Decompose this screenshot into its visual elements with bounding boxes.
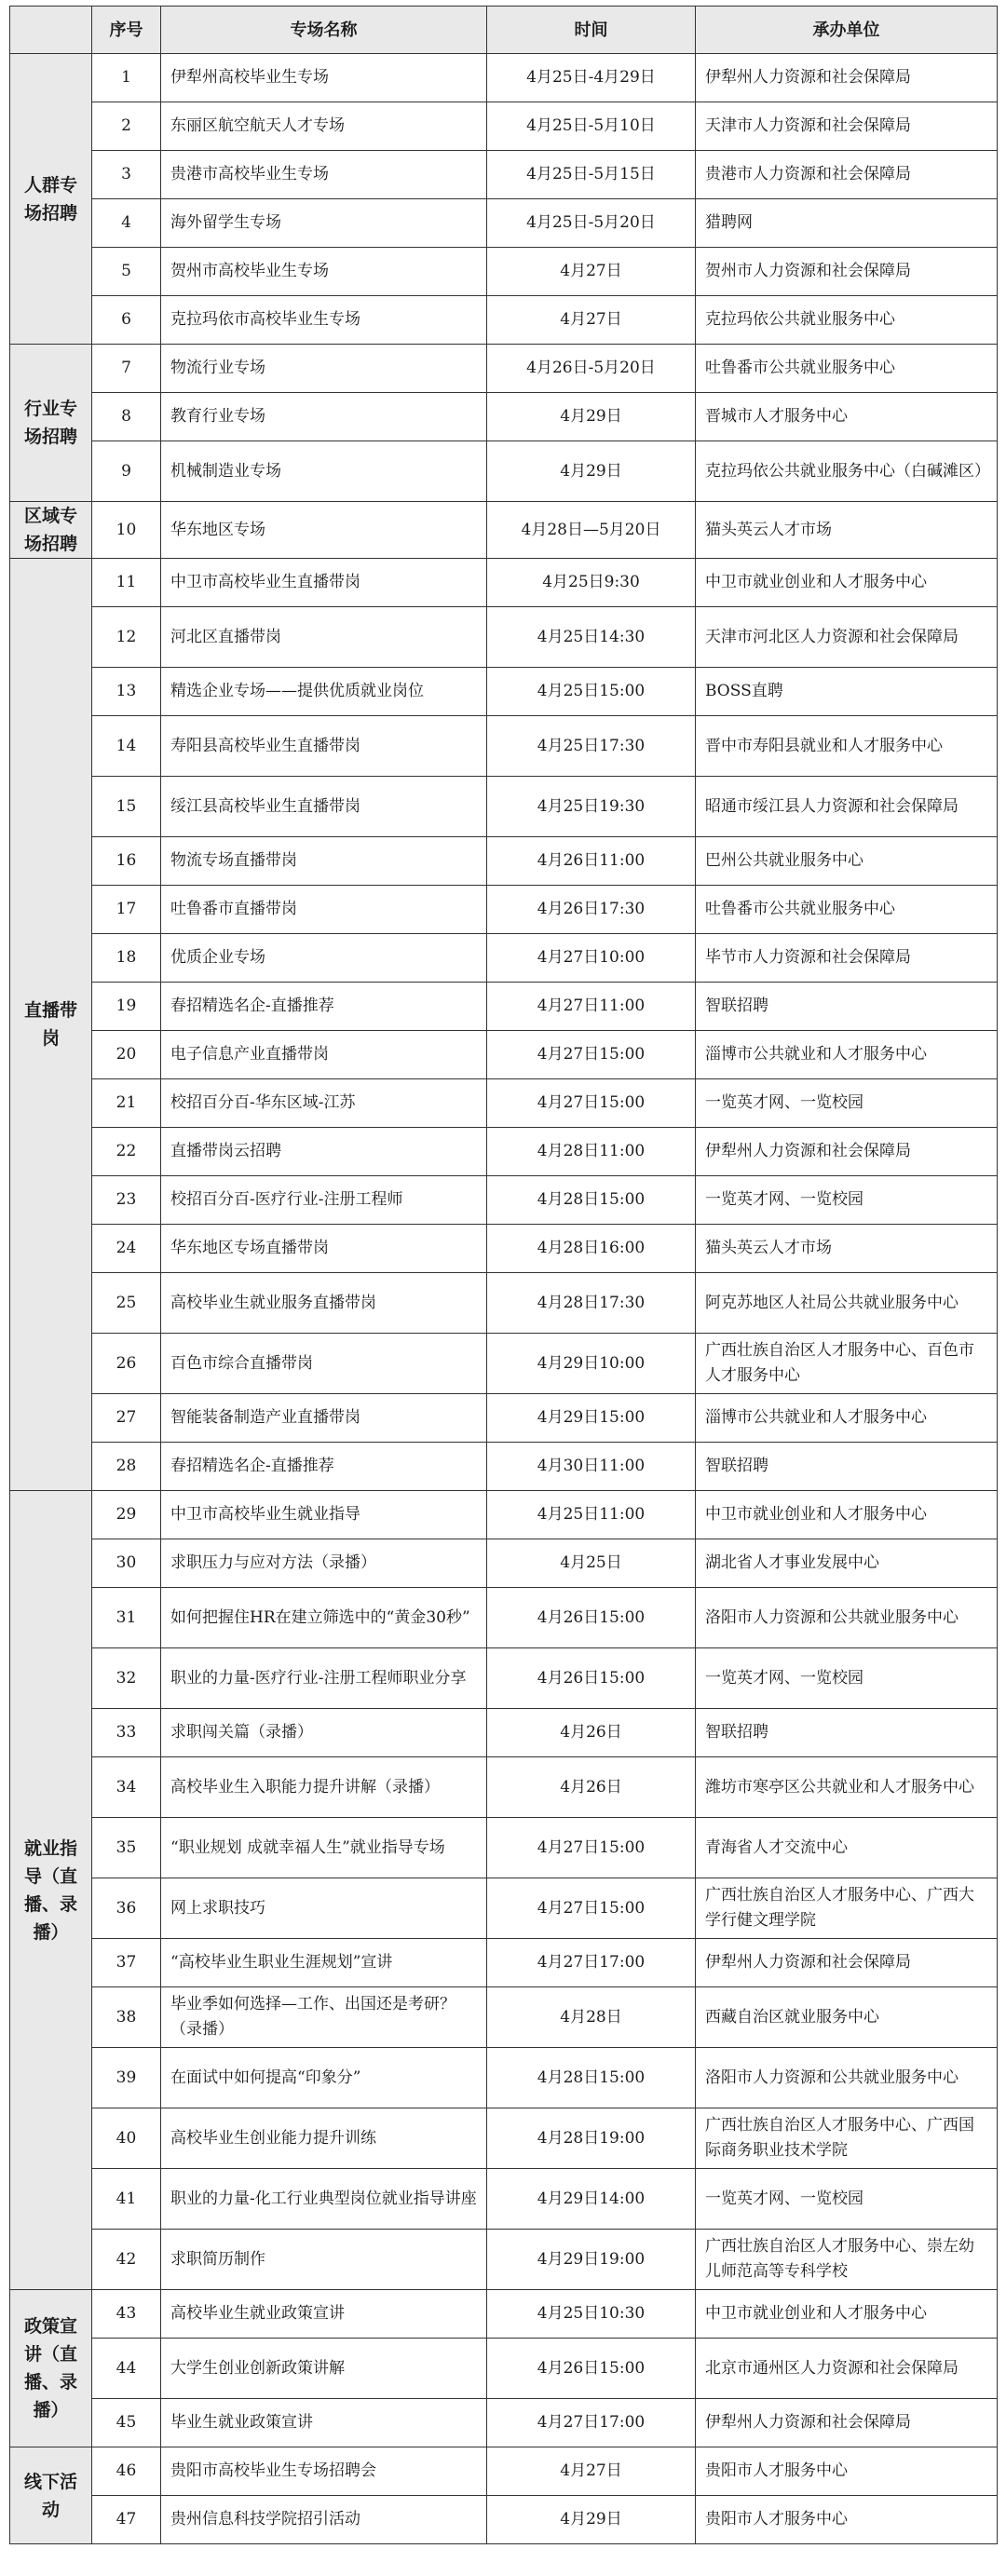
category-cell: 线下活动 (10, 2447, 92, 2544)
row-number: 47 (92, 2496, 161, 2544)
session-name: 华东地区专场 (161, 502, 487, 559)
table-row (10, 1128, 998, 1176)
category-cell: 直播带岗 (10, 559, 92, 1491)
session-time: 4月27日15:00 (487, 1878, 696, 1939)
table-row (10, 2399, 998, 2447)
category-cell: 区域专场招聘 (10, 502, 92, 559)
organizer: 智联招聘 (696, 983, 998, 1031)
session-time: 4月28日15:00 (487, 2048, 696, 2108)
category-cell: 就业指导（直播、录播） (10, 1491, 92, 2290)
organizer: 潍坊市寒亭区公共就业和人才服务中心 (696, 1757, 998, 1818)
session-name: 高校毕业生入职能力提升讲解（录播） (161, 1757, 487, 1818)
row-number: 14 (92, 716, 161, 777)
table-row (10, 934, 998, 983)
header-time: 时间 (487, 7, 696, 54)
row-number: 39 (92, 2048, 161, 2108)
row-number: 3 (92, 151, 161, 199)
row-number: 27 (92, 1394, 161, 1443)
organizer: 西藏自治区就业服务中心 (696, 1987, 998, 2048)
organizer: 一览英才网、一览校园 (696, 1176, 998, 1225)
table-row (10, 1334, 998, 1394)
organizer: 北京市通州区人力资源和社会保障局 (696, 2339, 998, 2399)
row-number: 23 (92, 1176, 161, 1225)
organizer: 克拉玛依公共就业服务中心（白碱滩区） (696, 441, 998, 502)
organizer: 天津市人力资源和社会保障局 (696, 102, 998, 151)
row-number: 20 (92, 1031, 161, 1079)
table-row (10, 607, 998, 668)
organizer: 巴州公共就业服务中心 (696, 837, 998, 886)
session-time: 4月27日 (487, 248, 696, 296)
organizer: 阿克苏地区人社局公共就业服务中心 (696, 1273, 998, 1334)
organizer: 中卫市就业创业和人才服务中心 (696, 1491, 998, 1539)
row-number: 12 (92, 607, 161, 668)
row-number: 45 (92, 2399, 161, 2447)
session-time: 4月25日15:00 (487, 668, 696, 716)
table-row (10, 2339, 998, 2399)
organizer: 伊犁州人力资源和社会保障局 (696, 2399, 998, 2447)
organizer: 广西壮族自治区人才服务中心、广西国际商务职业技术学院 (696, 2108, 998, 2169)
header-org: 承办单位 (696, 7, 998, 54)
session-name: 东丽区航空航天人才专场 (161, 102, 487, 151)
organizer: 洛阳市人力资源和公共就业服务中心 (696, 2048, 998, 2108)
organizer: 青海省人才交流中心 (696, 1818, 998, 1878)
organizer: 伊犁州人力资源和社会保障局 (696, 1939, 998, 1987)
table-row (10, 441, 998, 502)
session-name: 大学生创业创新政策讲解 (161, 2339, 487, 2399)
organizer: 毕节市人力资源和社会保障局 (696, 934, 998, 983)
organizer: 广西壮族自治区人才服务中心、崇左幼儿师范高等专科学校 (696, 2230, 998, 2290)
session-time: 4月28日 (487, 1987, 696, 2048)
table-row (10, 983, 998, 1031)
session-time: 4月25日17:30 (487, 716, 696, 777)
session-time: 4月26日15:00 (487, 2339, 696, 2399)
row-number: 6 (92, 296, 161, 345)
session-time: 4月25日11:00 (487, 1491, 696, 1539)
row-number: 5 (92, 248, 161, 296)
job-fair-schedule-table (9, 6, 998, 2544)
session-name: 教育行业专场 (161, 393, 487, 441)
table-row (10, 1818, 998, 1878)
session-time: 4月29日19:00 (487, 2230, 696, 2290)
session-name: 贺州市高校毕业生专场 (161, 248, 487, 296)
organizer: 贵阳市人才服务中心 (696, 2447, 998, 2496)
row-number: 18 (92, 934, 161, 983)
category-cell: 人群专场招聘 (10, 54, 92, 345)
session-name: 毕业生就业政策宣讲 (161, 2399, 487, 2447)
table-row (10, 1443, 998, 1491)
session-time: 4月27日17:00 (487, 2399, 696, 2447)
session-time: 4月30日11:00 (487, 1443, 696, 1491)
session-name: 贵阳市高校毕业生专场招聘会 (161, 2447, 487, 2496)
row-number: 32 (92, 1648, 161, 1709)
session-name: 求职简历制作 (161, 2230, 487, 2290)
session-time: 4月25日 (487, 1539, 696, 1588)
session-name: 中卫市高校毕业生直播带岗 (161, 559, 487, 607)
session-time: 4月25日-5月10日 (487, 102, 696, 151)
row-number: 40 (92, 2108, 161, 2169)
row-number: 11 (92, 559, 161, 607)
organizer: 伊犁州人力资源和社会保障局 (696, 54, 998, 102)
session-time: 4月26日15:00 (487, 1588, 696, 1648)
table-row (10, 2108, 998, 2169)
organizer: 中卫市就业创业和人才服务中心 (696, 2290, 998, 2339)
session-name: 在面试中如何提高“印象分” (161, 2048, 487, 2108)
table-row (10, 2290, 998, 2339)
session-time: 4月26日11:00 (487, 837, 696, 886)
session-name: 寿阳县高校毕业生直播带岗 (161, 716, 487, 777)
session-name: 百色市综合直播带岗 (161, 1334, 487, 1394)
organizer: 智联招聘 (696, 1709, 998, 1757)
organizer: 天津市河北区人力资源和社会保障局 (696, 607, 998, 668)
row-number: 36 (92, 1878, 161, 1939)
table-row (10, 1987, 998, 2048)
session-time: 4月26日17:30 (487, 886, 696, 934)
row-number: 33 (92, 1709, 161, 1757)
session-time: 4月26日-5月20日 (487, 345, 696, 393)
table-row (10, 1757, 998, 1818)
organizer: 中卫市就业创业和人才服务中心 (696, 559, 998, 607)
organizer: BOSS直聘 (696, 668, 998, 716)
table-row (10, 2169, 998, 2230)
session-time: 4月27日15:00 (487, 1818, 696, 1878)
table-row (10, 151, 998, 199)
table-row (10, 559, 998, 607)
session-name: “高校毕业生职业生涯规划”宣讲 (161, 1939, 487, 1987)
header-row (10, 7, 998, 54)
session-time: 4月28日16:00 (487, 1225, 696, 1273)
session-name: 吐鲁番市直播带岗 (161, 886, 487, 934)
session-name: 绥江县高校毕业生直播带岗 (161, 777, 487, 837)
row-number: 30 (92, 1539, 161, 1588)
session-time: 4月26日15:00 (487, 1648, 696, 1709)
session-time: 4月29日 (487, 2496, 696, 2544)
session-time: 4月28日15:00 (487, 1176, 696, 1225)
table-row (10, 1648, 998, 1709)
row-number: 16 (92, 837, 161, 886)
header-no: 序号 (92, 7, 161, 54)
organizer: 洛阳市人力资源和公共就业服务中心 (696, 1588, 998, 1648)
table-row (10, 1394, 998, 1443)
table-row (10, 54, 998, 102)
session-name: 克拉玛依市高校毕业生专场 (161, 296, 487, 345)
table-row (10, 1273, 998, 1334)
session-time: 4月25日19:30 (487, 777, 696, 837)
session-name: 校招百分百-医疗行业-注册工程师 (161, 1176, 487, 1225)
table-row (10, 1031, 998, 1079)
row-number: 35 (92, 1818, 161, 1878)
session-name: 春招精选名企-直播推荐 (161, 1443, 487, 1491)
table-row (10, 1588, 998, 1648)
row-number: 29 (92, 1491, 161, 1539)
row-number: 31 (92, 1588, 161, 1648)
row-number: 46 (92, 2447, 161, 2496)
organizer: 吐鲁番市公共就业服务中心 (696, 886, 998, 934)
row-number: 24 (92, 1225, 161, 1273)
session-time: 4月28日—5月20日 (487, 502, 696, 559)
header-category-cell (10, 7, 92, 54)
session-name: 海外留学生专场 (161, 199, 487, 248)
session-time: 4月27日15:00 (487, 1079, 696, 1128)
session-time: 4月29日 (487, 393, 696, 441)
table-row (10, 1176, 998, 1225)
table-row (10, 1878, 998, 1939)
row-number: 15 (92, 777, 161, 837)
session-time: 4月27日15:00 (487, 1031, 696, 1079)
table-row (10, 1939, 998, 1987)
organizer: 一览英才网、一览校园 (696, 2169, 998, 2230)
session-time: 4月29日15:00 (487, 1394, 696, 1443)
session-time: 4月28日19:00 (487, 2108, 696, 2169)
organizer: 贺州市人力资源和社会保障局 (696, 248, 998, 296)
session-time: 4月28日11:00 (487, 1128, 696, 1176)
session-time: 4月25日14:30 (487, 607, 696, 668)
session-time: 4月27日11:00 (487, 983, 696, 1031)
table-row (10, 777, 998, 837)
organizer: 伊犁州人力资源和社会保障局 (696, 1128, 998, 1176)
organizer: 晋城市人才服务中心 (696, 393, 998, 441)
organizer: 淄博市公共就业和人才服务中心 (696, 1031, 998, 1079)
row-number: 44 (92, 2339, 161, 2399)
table-row (10, 248, 998, 296)
organizer: 克拉玛依公共就业服务中心 (696, 296, 998, 345)
category-cell: 行业专场招聘 (10, 345, 92, 502)
session-name: 中卫市高校毕业生就业指导 (161, 1491, 487, 1539)
session-time: 4月27日 (487, 296, 696, 345)
table-row (10, 716, 998, 777)
row-number: 43 (92, 2290, 161, 2339)
session-name: 春招精选名企-直播推荐 (161, 983, 487, 1031)
row-number: 22 (92, 1128, 161, 1176)
organizer: 一览英才网、一览校园 (696, 1079, 998, 1128)
row-number: 10 (92, 502, 161, 559)
row-number: 42 (92, 2230, 161, 2290)
session-name: 高校毕业生就业政策宣讲 (161, 2290, 487, 2339)
session-name: 贵州信息科技学院招引活动 (161, 2496, 487, 2544)
table-row (10, 2048, 998, 2108)
row-number: 34 (92, 1757, 161, 1818)
row-number: 8 (92, 393, 161, 441)
table-row (10, 393, 998, 441)
session-name: 华东地区专场直播带岗 (161, 1225, 487, 1273)
session-time: 4月25日-5月20日 (487, 199, 696, 248)
table-row (10, 2447, 998, 2496)
organizer: 广西壮族自治区人才服务中心、百色市人才服务中心 (696, 1334, 998, 1394)
header-name: 专场名称 (161, 7, 487, 54)
table-row (10, 1491, 998, 1539)
table-body (10, 54, 998, 2544)
table-row (10, 102, 998, 151)
table-row (10, 1709, 998, 1757)
session-time: 4月29日10:00 (487, 1334, 696, 1394)
table-row (10, 886, 998, 934)
organizer: 贵港市人力资源和社会保障局 (696, 151, 998, 199)
organizer: 淄博市公共就业和人才服务中心 (696, 1394, 998, 1443)
session-name: 伊犁州高校毕业生专场 (161, 54, 487, 102)
session-name: 河北区直播带岗 (161, 607, 487, 668)
session-name: “职业规划 成就幸福人生”就业指导专场 (161, 1818, 487, 1878)
table-row (10, 345, 998, 393)
session-name: 贵港市高校毕业生专场 (161, 151, 487, 199)
row-number: 17 (92, 886, 161, 934)
organizer: 湖北省人才事业发展中心 (696, 1539, 998, 1588)
organizer: 猫头英云人才市场 (696, 1225, 998, 1273)
session-time: 4月29日 (487, 441, 696, 502)
row-number: 4 (92, 199, 161, 248)
row-number: 38 (92, 1987, 161, 2048)
table-row (10, 837, 998, 886)
session-name: 直播带岗云招聘 (161, 1128, 487, 1176)
session-name: 职业的力量-医疗行业-注册工程师职业分享 (161, 1648, 487, 1709)
session-time: 4月27日17:00 (487, 1939, 696, 1987)
table-row (10, 1539, 998, 1588)
session-time: 4月25日9:30 (487, 559, 696, 607)
session-name: 高校毕业生就业服务直播带岗 (161, 1273, 487, 1334)
session-name: 如何把握住HR在建立筛选中的“黄金30秒” (161, 1588, 487, 1648)
session-time: 4月28日17:30 (487, 1273, 696, 1334)
session-name: 智能装备制造产业直播带岗 (161, 1394, 487, 1443)
row-number: 2 (92, 102, 161, 151)
session-name: 物流专场直播带岗 (161, 837, 487, 886)
session-name: 物流行业专场 (161, 345, 487, 393)
organizer: 广西壮族自治区人才服务中心、广西大学行健文理学院 (696, 1878, 998, 1939)
session-name: 机械制造业专场 (161, 441, 487, 502)
row-number: 1 (92, 54, 161, 102)
session-name: 网上求职技巧 (161, 1878, 487, 1939)
row-number: 9 (92, 441, 161, 502)
organizer: 一览英才网、一览校园 (696, 1648, 998, 1709)
row-number: 13 (92, 668, 161, 716)
row-number: 19 (92, 983, 161, 1031)
table-row (10, 1079, 998, 1128)
session-time: 4月25日-4月29日 (487, 54, 696, 102)
session-time: 4月27日 (487, 2447, 696, 2496)
session-time: 4月29日14:00 (487, 2169, 696, 2230)
table-row (10, 2496, 998, 2544)
session-name: 优质企业专场 (161, 934, 487, 983)
row-number: 41 (92, 2169, 161, 2230)
organizer: 昭通市绥江县人力资源和社会保障局 (696, 777, 998, 837)
organizer: 晋中市寿阳县就业和人才服务中心 (696, 716, 998, 777)
row-number: 37 (92, 1939, 161, 1987)
session-time: 4月27日10:00 (487, 934, 696, 983)
session-name: 精选企业专场——提供优质就业岗位 (161, 668, 487, 716)
session-name: 毕业季如何选择—工作、出国还是考研？（录播） (161, 1987, 487, 2048)
category-cell: 政策宣讲（直播、录播） (10, 2290, 92, 2447)
organizer: 吐鲁番市公共就业服务中心 (696, 345, 998, 393)
row-number: 25 (92, 1273, 161, 1334)
table-row (10, 1225, 998, 1273)
session-name: 校招百分百-华东区域-江苏 (161, 1079, 487, 1128)
table-row (10, 2230, 998, 2290)
row-number: 21 (92, 1079, 161, 1128)
session-name: 求职压力与应对方法（录播） (161, 1539, 487, 1588)
organizer: 贵阳市人才服务中心 (696, 2496, 998, 2544)
organizer: 猎聘网 (696, 199, 998, 248)
session-time: 4月26日 (487, 1709, 696, 1757)
session-time: 4月25日10:30 (487, 2290, 696, 2339)
table-row (10, 668, 998, 716)
table-row (10, 199, 998, 248)
organizer: 智联招聘 (696, 1443, 998, 1491)
table-row (10, 296, 998, 345)
table-row (10, 502, 998, 559)
session-name: 职业的力量-化工行业典型岗位就业指导讲座 (161, 2169, 487, 2230)
organizer: 猫头英云人才市场 (696, 502, 998, 559)
session-name: 高校毕业生创业能力提升训练 (161, 2108, 487, 2169)
session-time: 4月26日 (487, 1757, 696, 1818)
session-time: 4月25日-5月15日 (487, 151, 696, 199)
session-name: 求职闯关篇（录播） (161, 1709, 487, 1757)
row-number: 26 (92, 1334, 161, 1394)
row-number: 28 (92, 1443, 161, 1491)
row-number: 7 (92, 345, 161, 393)
session-name: 电子信息产业直播带岗 (161, 1031, 487, 1079)
